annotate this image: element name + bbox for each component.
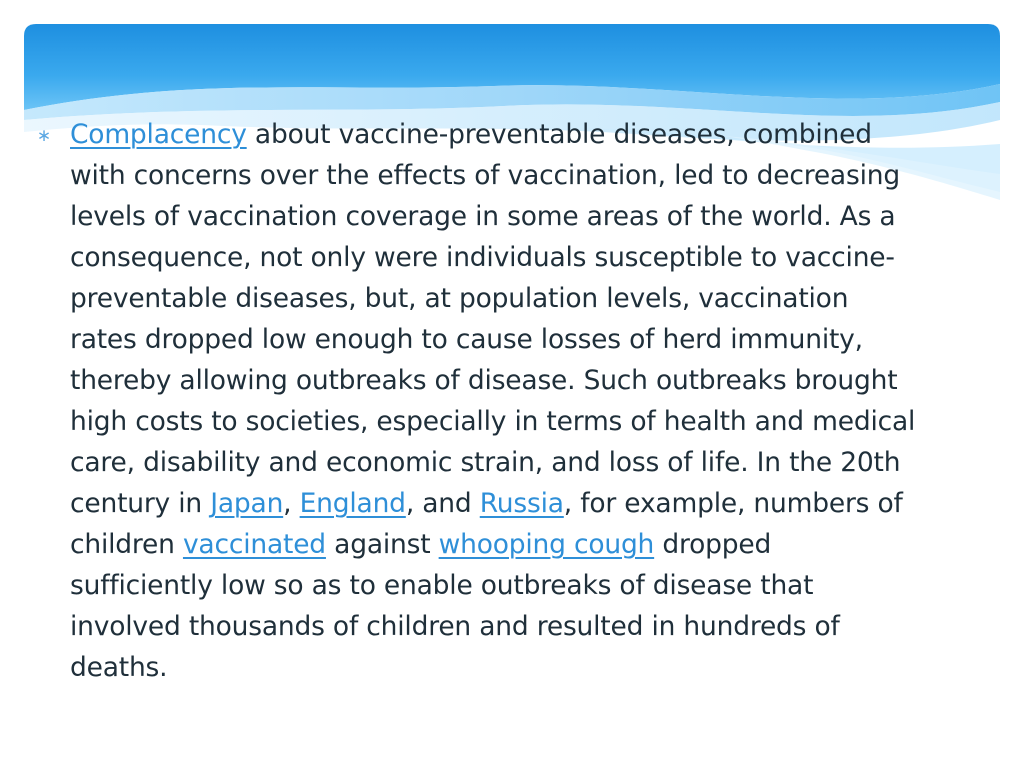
- text-seg-6-part: deaths.: [70, 652, 168, 683]
- text-seg-3: , and: [405, 488, 480, 519]
- text-seg-1-part: consequence, not only were individuals susceptible to vaccine-: [70, 242, 895, 273]
- link-vaccinated[interactable]: vaccinated: [182, 529, 326, 560]
- text-seg-6-part: involved thousands of children and resulted in hundreds of: [70, 611, 840, 642]
- text-seg-4-part: children: [70, 529, 183, 560]
- text-seg-1-part: with concerns over the effects of vaccination, led to decreasing: [70, 160, 900, 191]
- text-seg-2: ,: [283, 488, 300, 519]
- text-seg-4-part: , for example, numbers of: [563, 488, 903, 519]
- asterisk-bullet-icon: ∗: [36, 126, 52, 146]
- text-seg-1-part: about vaccine-preventable diseases, combined: [246, 119, 872, 150]
- body-paragraph: [70, 114, 1010, 688]
- text-seg-1-part: care, disability and economic strain, and loss of life. In the 20th: [70, 447, 901, 478]
- text-seg-1-part: century in: [70, 488, 211, 519]
- text-seg-1-part: preventable diseases, but, at population levels, vaccination: [70, 283, 849, 314]
- text-seg-1-part: high costs to societies, especially in terms of health and medical: [70, 406, 916, 437]
- link-england[interactable]: England: [299, 488, 406, 519]
- link-complacency[interactable]: Complacency: [70, 119, 247, 150]
- text-seg-6-part: sufficiently low so as to enable outbreaks of disease that: [70, 570, 814, 601]
- text-seg-1-part: thereby allowing outbreaks of disease. Such outbreaks brought: [70, 365, 898, 396]
- link-japan[interactable]: Japan: [210, 488, 284, 519]
- text-seg-1-part: rates dropped low enough to cause losses of herd immunity,: [70, 324, 863, 355]
- text-seg-1-part: levels of vaccination coverage in some areas of the world. As a: [70, 201, 896, 232]
- link-whooping-cough[interactable]: whooping cough: [438, 529, 655, 560]
- text-seg-6-part: dropped: [654, 529, 772, 560]
- text-seg-5: against: [325, 529, 439, 560]
- link-russia[interactable]: Russia: [479, 488, 564, 519]
